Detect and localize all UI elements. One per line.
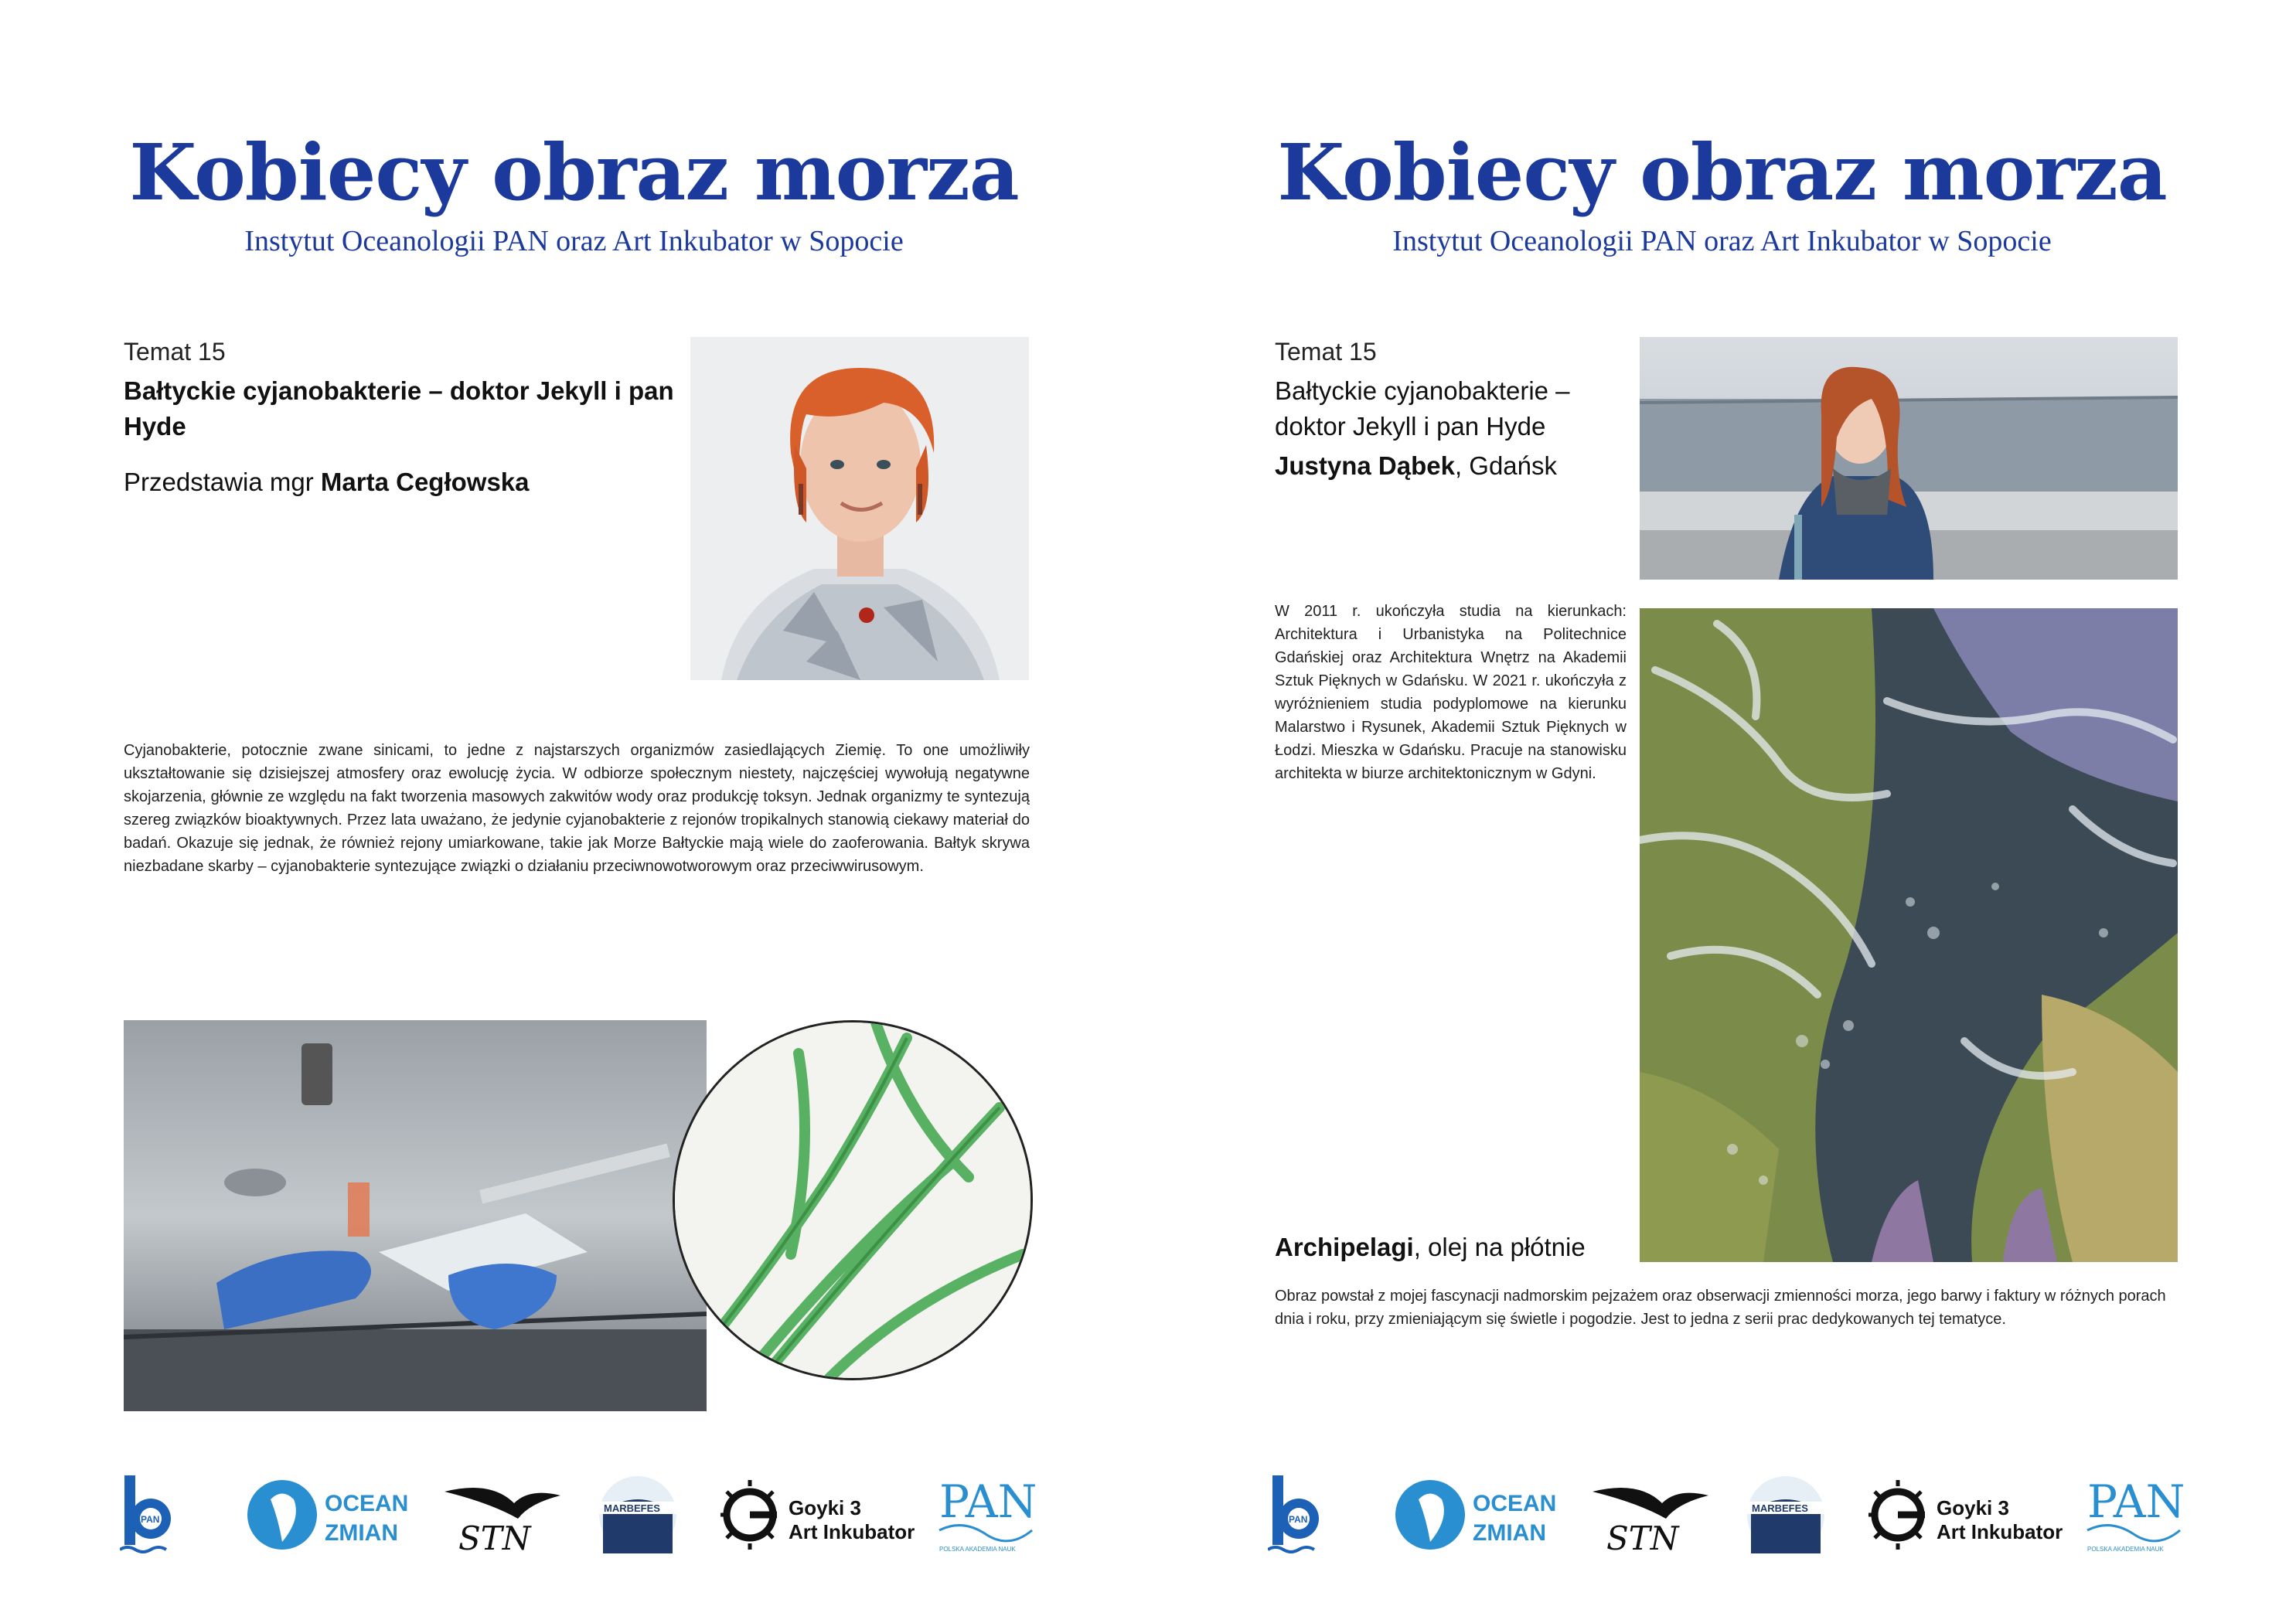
ocean-text: OCEAN [1473, 1491, 1557, 1516]
presenter [124, 468, 530, 497]
topic-label: Temat 15 [124, 338, 226, 366]
topic-label: Temat 15 [1275, 338, 1377, 366]
stn-text: STN [1606, 1519, 1679, 1557]
sponsor-logos [120, 1472, 1048, 1565]
cyanobacteria-micrograph [673, 1020, 1033, 1380]
artwork-medium: , olej na płótnie [1413, 1233, 1586, 1261]
page-subtitle: Instytut Oceanologii PAN oraz Art Inkubator w Sopocie [244, 225, 904, 257]
goyki-text: Goyki 3 [789, 1496, 861, 1519]
pan-small-text: PAN [141, 1514, 160, 1525]
pan-small-text: PAN [1289, 1514, 1308, 1525]
ocean-text: OCEAN [325, 1491, 409, 1516]
presenter-name: Marta Cegłowska [320, 468, 530, 496]
artwork-caption [1275, 1233, 1586, 1262]
artist-line [1275, 451, 1557, 481]
goyki-text: Goyki 3 [1937, 1496, 2009, 1519]
lab-photo [124, 1020, 707, 1411]
description-text: Cyjanobakterie, potocznie zwane sinicami, to jedne z najstarszych organizmów zasiedlających Ziemię. To one umożliwiły ukształtowanie się dzisiejszej atmosfery oraz ewolucję życia. W odbiorze społecznym niestety, najczęściej wywołują negatywne skojarzenia, głównie ze względu na fakt tworzenia masowych zakwitów wody oraz produkcję toksyn. Jednak organizmy te syntezują szereg związków bioaktywnych. Przez lata uważano, że jedynie cyjanobakterie z rejonów tropikalnych stanowią ciekawy materiał do badań. Okazuje się jednak, że również rejony umiarkowane, takie jak Morze Bałtyckie mają wiele do zaoferowania. Bałtyk skrywa niezbadane skarby – cyjanobakterie syntezujące związki o działaniu przeciwnowotworowym oraz przeciwwirusowym. [124, 742, 1030, 875]
scientist-portrait [690, 337, 1029, 680]
goyki-logo [719, 1472, 920, 1557]
marbefes-text: MARBEFES [604, 1502, 660, 1514]
stn-logo [445, 1472, 560, 1557]
right-page [1148, 0, 2296, 1623]
pan-academy-logo [932, 1472, 1040, 1557]
stn-logo [1593, 1472, 1708, 1557]
pan-sub-text: POLSKA AKADEMIA NAUK [2087, 1546, 2164, 1553]
goyki-logo [1867, 1472, 2068, 1557]
ocean-zmian-logo [247, 1472, 410, 1557]
pan-academy-logo [2080, 1472, 2188, 1557]
marbefes-logo [1743, 1472, 1828, 1557]
artwork-title: Archipelagi [1275, 1233, 1414, 1261]
ocean-zmian-logo [1395, 1472, 1558, 1557]
page-title: Kobiecy obraz morza [1277, 127, 2167, 218]
iopan-logo [120, 1472, 174, 1557]
artist-bio: W 2011 r. ukończyła studia na kierunkach: Architektura i Urbanistyka na Politechnice Gdańskiej oraz Architektura Wnętrz na Akademii Sztuk Pięknych w Gdańsku. W 2021 r. ukończyła z wyróżnieniem studia podyplomowe na kierunku Malarstwo i Rysunek, Akademii Sztuk Pięknych w Łodzi. Mieszka w Gdańsku. Pracuje na stanowisku architekta w biurze architektonicznym w Gdyni. [1275, 603, 1627, 782]
pan-sub-text: POLSKA AKADEMIA NAUK [939, 1546, 1016, 1553]
stn-text: STN [458, 1519, 531, 1557]
artwork-description: Obraz powstał z mojej fascynacji nadmorskim pejzażem oraz obserwacji zmienności morza, jego barwy i faktury w różnych porach dnia i roku, przy zmieniającym się świetle i pogodzie. Jest to jedna z serii prac dedykowanych tej tematyce. [1275, 1288, 2166, 1328]
topic-title: Bałtyckie cyjanobakterie – doktor Jekyll i pan Hyde [1275, 376, 1570, 441]
artist-city: , Gdańsk [1454, 451, 1558, 480]
artist-photo [1640, 337, 2178, 580]
sponsor-logos [1268, 1472, 2196, 1565]
pan-large-text: PAN [2087, 1475, 2185, 1528]
page-title: Kobiecy obraz morza [129, 127, 1019, 218]
presenter-prefix: Przedstawia mgr [124, 468, 321, 496]
marbefes-logo [595, 1472, 680, 1557]
zmian-text: ZMIAN [325, 1520, 398, 1546]
art-inkubator-text: Art Inkubator [1937, 1520, 2063, 1543]
zmian-text: ZMIAN [1473, 1520, 1546, 1546]
painting-archipelagi [1640, 608, 2178, 1262]
art-inkubator-text: Art Inkubator [789, 1520, 915, 1543]
topic-title: Bałtyckie cyjanobakterie – doktor Jekyll i pan Hyde [124, 376, 674, 441]
artist-name: Justyna Dąbek [1275, 451, 1455, 480]
page-subtitle: Instytut Oceanologii PAN oraz Art Inkubator w Sopocie [1392, 225, 2052, 257]
iopan-logo [1268, 1472, 1322, 1557]
pan-large-text: PAN [939, 1475, 1037, 1528]
marbefes-text: MARBEFES [1752, 1502, 1808, 1514]
